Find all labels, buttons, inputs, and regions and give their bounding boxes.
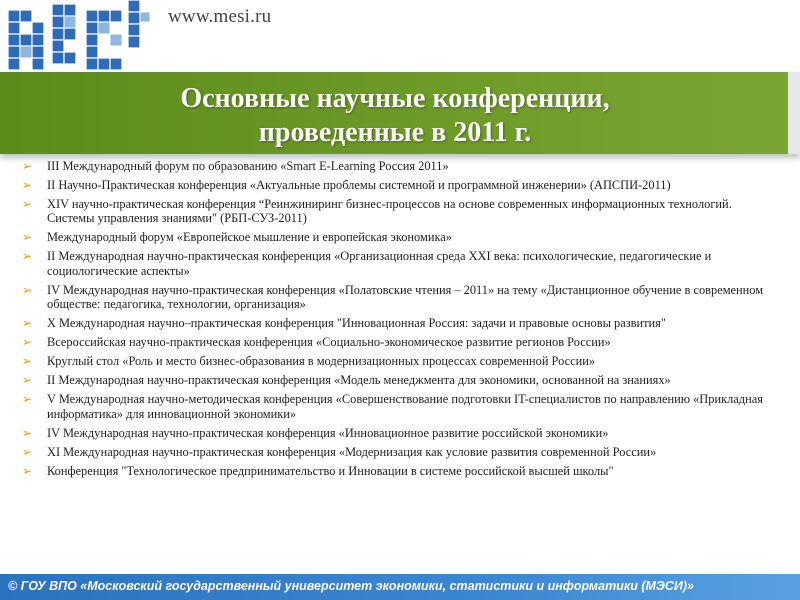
conference-list: [0, 159, 790, 483]
mesi-logo-icon: [2, 0, 152, 78]
list-item: [0, 426, 790, 440]
list-item-text: Всероссийская научно-практическая конференция «Социально-экономическое развитие регионов России»: [47, 335, 611, 350]
page-title-line-1: Основные научные конференции,: [180, 83, 610, 114]
bullet-icon: ➢: [22, 373, 33, 388]
list-item-text: XIV научно-практическая конференция “Реинжиниринг бизнес-процессов на основе современных информационных технологий. Системы управления знаниями" (РБП-СУЗ-2011): [47, 197, 732, 226]
title-band: [0, 72, 800, 154]
bullet-icon: ➢: [22, 197, 33, 211]
list-item-text: II Международная научно-практическая конференция «Модель менеджмента для экономики, основанной на знаниях»: [47, 373, 671, 388]
list-item-text: XI Международная научно-практическая конференция «Модернизация как условие развития современной России»: [47, 444, 657, 459]
list-item-text: V Международная научно-методическая конференция «Совершенствование подготовки IT-специалистов по направлению «Прикладная информатика» для инновационной экономики»: [47, 392, 763, 421]
list-item: [0, 354, 790, 368]
bullet-icon: ➢: [22, 159, 33, 173]
list-item: [0, 178, 790, 192]
list-item: [0, 392, 790, 421]
bullet-icon: ➢: [22, 354, 33, 369]
footer-copyright: © ГОУ ВПО «Московский государственный университет экономики, статистики и информатики (МЭСИ)»: [8, 579, 695, 593]
list-item-text: III Международный форум по образованию «Smart E-Learning Россия 2011»: [47, 159, 449, 173]
list-item: [0, 230, 790, 244]
page-title-line-2: проведенные в 2011 г.: [258, 117, 532, 148]
footer-bar: [0, 574, 800, 600]
list-item: [0, 197, 790, 226]
bullet-icon: ➢: [22, 425, 33, 440]
bullet-icon: ➢: [22, 316, 33, 331]
list-item: [0, 283, 790, 312]
bullet-icon: ➢: [22, 392, 33, 407]
list-item: [0, 316, 790, 330]
list-item: [0, 373, 790, 387]
list-item-text: X Международная научно–практическая конференция "Инновационная Россия: задачи и правовые основы развития": [47, 316, 666, 331]
list-item: [0, 159, 790, 173]
list-item: [0, 249, 790, 278]
list-item: [0, 335, 790, 349]
site-url[interactable]: www.mesi.ru: [168, 6, 272, 27]
list-item-text: IV Международная научно-практическая конференция «Полатовские чтения – 2011» на тему «Дистанционное обучение в современном обществе: педагогика, технологии, организация»: [47, 282, 764, 312]
list-item-text: II Международная научно-практическая конференция «Организационная среда XXI века: психологические, педагогические и социологические аспекты»: [47, 249, 712, 278]
list-item-text: IV Международная научно-практическая конференция «Инновационное развитие российской экономики»: [47, 425, 609, 440]
bullet-icon: ➢: [22, 444, 33, 459]
bullet-icon: ➢: [22, 335, 33, 350]
bullet-icon: ➢: [22, 249, 33, 264]
list-item: [0, 445, 790, 459]
list-item-text: Конференция "Технологическое предпринимательство и Инновации в системе российской высшей школы": [47, 463, 614, 478]
bullet-icon: ➢: [22, 230, 33, 245]
list-item-text: II Научно-Практическая конференция «Актуальные проблемы системной и программной инженерии» (АПСПИ-2011): [47, 178, 671, 192]
list-item: [0, 464, 790, 478]
bullet-icon: ➢: [22, 463, 33, 478]
list-item-text: Международный форум «Европейское мышление и европейская экономика»: [47, 230, 452, 245]
bullet-icon: ➢: [22, 178, 33, 192]
page-title: [0, 82, 790, 150]
bullet-icon: ➢: [22, 282, 33, 297]
list-item-text: Круглый стол «Роль и место бизнес-образования в модернизационных процессах современной России»: [47, 354, 596, 369]
